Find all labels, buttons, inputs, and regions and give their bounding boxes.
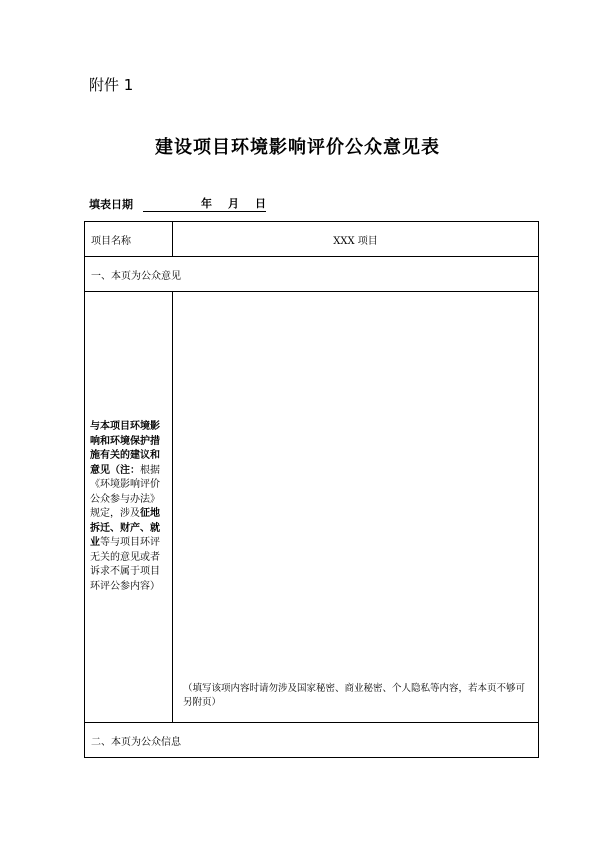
section-public-info-title: 二、本页为公众信息: [85, 723, 539, 758]
opinion-label-part: 征地拆迁、财产、就业: [90, 508, 160, 548]
year-blank[interactable]: [143, 200, 193, 212]
opinion-input-area[interactable]: [173, 292, 539, 723]
table-row: [85, 257, 539, 292]
day-label: 日: [255, 197, 266, 210]
month-label: 月: [228, 197, 239, 210]
opinion-hint: （填写该项内容时请勿涉及国家秘密、商业秘密、个人隐私等内容，若本页不够可另附页）: [183, 683, 526, 708]
year-label: 年: [201, 197, 212, 210]
project-name-value[interactable]: XXX 项目: [173, 222, 539, 257]
day-blank[interactable]: [239, 200, 255, 212]
page-title: 建设项目环境影响评价公众意见表: [155, 137, 440, 158]
section-public-opinion-title: 一、本页为公众意见: [85, 257, 539, 292]
table-row: [85, 723, 539, 758]
fill-date-label: 填表日期: [89, 198, 133, 211]
fill-date-row: [89, 195, 266, 212]
opinion-form-table: [84, 221, 539, 758]
month-blank[interactable]: [212, 200, 228, 212]
opinion-label-part: 等与项目环评无关的意见或者诉求不属于项目环评公参内容）: [90, 537, 160, 592]
table-row: [85, 292, 539, 723]
year-blank-2[interactable]: [193, 200, 201, 212]
opinion-label-part: 根据《环境影响评价公众参与办法》规定，涉及: [90, 464, 160, 519]
opinion-label-part: 与本项目环境影响和环境保护措施有关的建议和意见（注：: [90, 421, 160, 476]
opinion-label: [85, 292, 173, 723]
attachment-label: 附件 1: [89, 76, 134, 94]
project-name-label: 项目名称: [85, 222, 173, 257]
table-row: [85, 222, 539, 257]
